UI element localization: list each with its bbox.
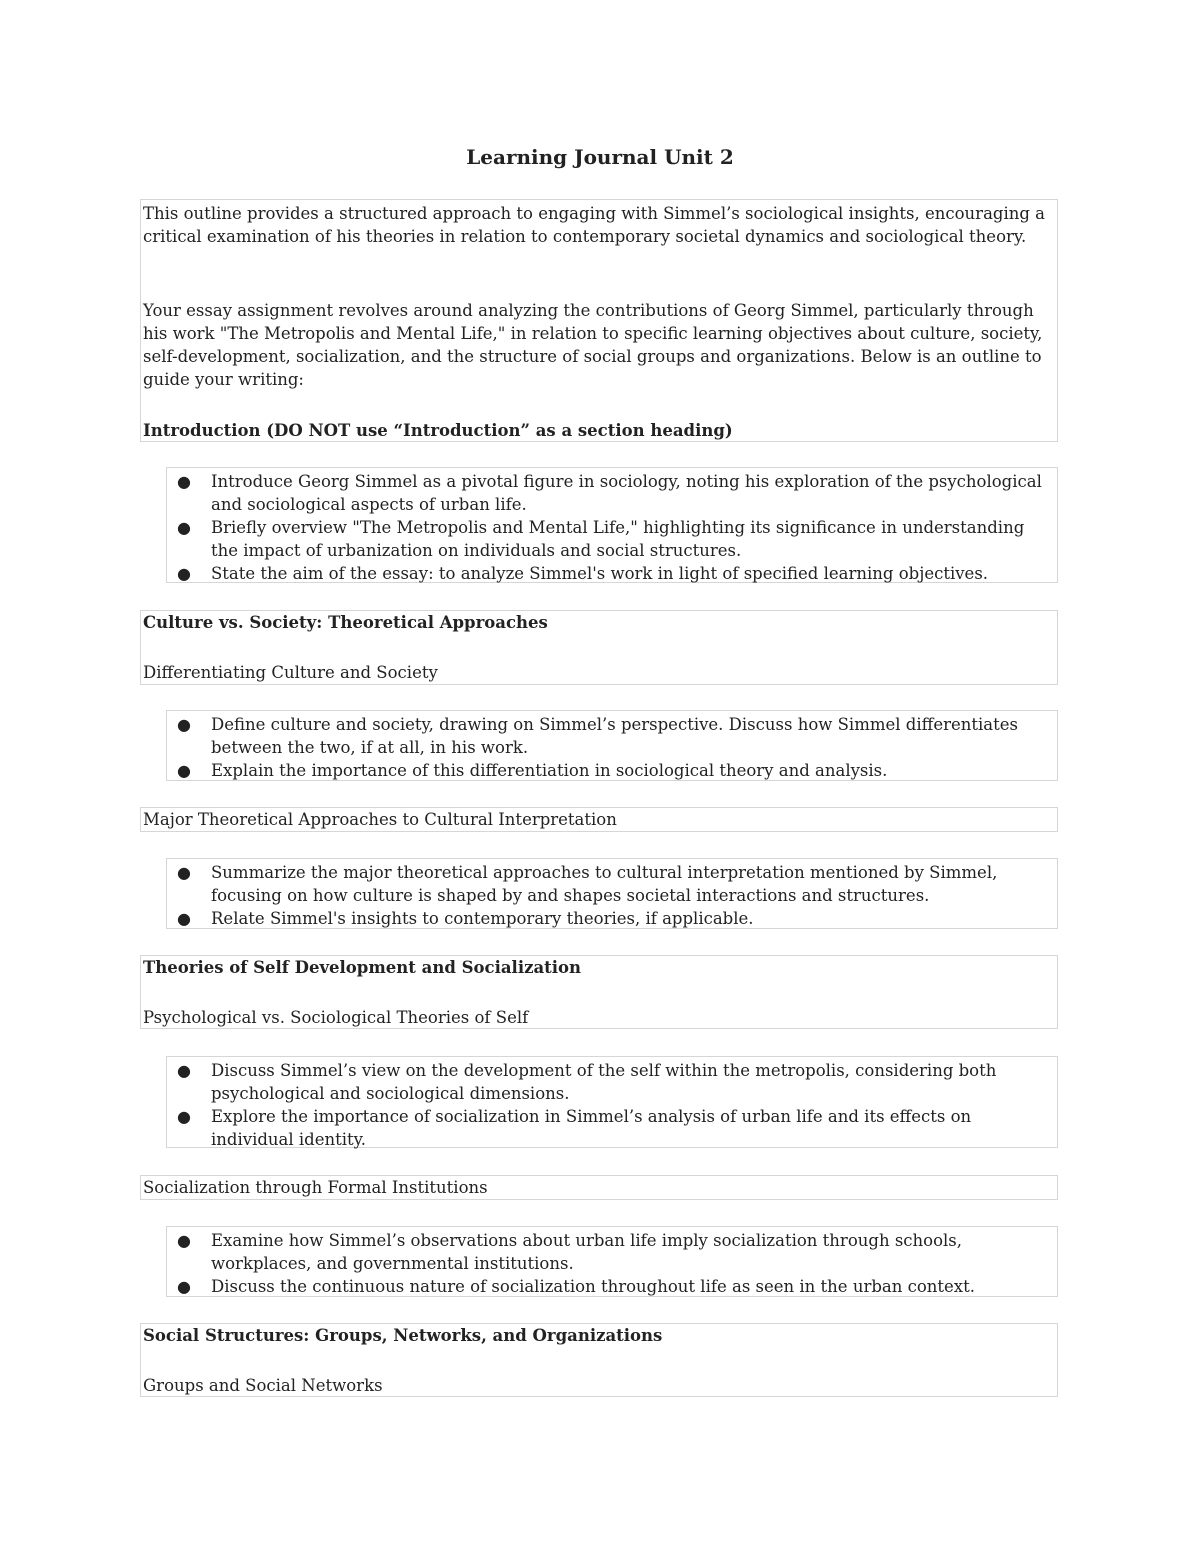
list-item: ● Briefly overview "The Metropolis and Mental Life," highlighting its significance in understanding the impact of urbanization on individuals and social structures.	[177, 518, 1025, 560]
structures-section-heading: Social Structures: Groups, Networks, and Organizations	[143, 1326, 663, 1345]
intro-paragraph-2: Your essay assignment revolves around analyzing the contributions of Georg Simmel, particularly through his work "The Metropolis and Mental Life," in relation to specific learning objectives about culture, society, self-development, socialization, and the structure of social groups and organizations. Below is an outline to guide your writing:	[143, 301, 1043, 389]
bullet-icon: ●	[177, 1277, 191, 1296]
list-item: ● Relate Simmel's insights to contemporary theories, if applicable.	[177, 909, 754, 928]
list-item: ● State the aim of the essay: to analyze Simmel's work in light of specified learning objectives.	[177, 564, 989, 583]
self-bullets-box	[166, 1056, 1058, 1148]
intro-paragraph-1: This outline provides a structured approach to engaging with Simmel’s sociological insights, encouraging a critical examination of his theories in relation to contemporary societal dynamics and sociological theory.	[143, 204, 1046, 246]
structures-section-box	[140, 1323, 1058, 1397]
culture-bullets-box	[166, 710, 1058, 781]
list-item: ● Summarize the major theoretical approaches to cultural interpretation mentioned by Simmel, focusing on how culture is shaped by and shapes societal interactions and structures.	[177, 863, 998, 905]
theoretical-subheading: Major Theoretical Approaches to Cultural Interpretation	[143, 810, 617, 829]
self-bullet-list	[167, 1059, 1057, 1151]
intro-bullets-box	[166, 467, 1058, 583]
bullet-icon: ●	[177, 1231, 191, 1250]
document-title: Learning Journal Unit 2	[466, 145, 734, 169]
intro-section-heading: Introduction (DO NOT use “Introduction” as a section heading)	[143, 421, 733, 440]
bullet-icon: ●	[177, 472, 191, 491]
formal-subheading: Socialization through Formal Institutions	[143, 1178, 488, 1197]
theoretical-subheading-box	[140, 807, 1058, 832]
culture-section-heading: Culture vs. Society: Theoretical Approaches	[143, 613, 548, 632]
bullet-icon: ●	[177, 1061, 191, 1080]
list-item: ● Introduce Georg Simmel as a pivotal figure in sociology, noting his exploration of the psychological and sociological aspects of urban life.	[177, 472, 1042, 514]
self-section-heading: Theories of Self Development and Socialization	[143, 958, 582, 977]
theoretical-bullet-list	[167, 861, 1057, 930]
formal-bullets-box	[166, 1226, 1058, 1297]
list-item: ● Examine how Simmel’s observations about urban life imply socialization through schools, workplaces, and governmental institutions.	[177, 1231, 963, 1273]
self-subheading: Psychological vs. Sociological Theories of Self	[143, 1008, 529, 1027]
bullet-icon: ●	[177, 518, 191, 537]
theoretical-bullets-box	[166, 858, 1058, 929]
list-item: ● Explore the importance of socialization in Simmel’s analysis of urban life and its effects on individual identity.	[177, 1107, 972, 1149]
bullet-icon: ●	[177, 564, 191, 583]
list-item: ● Discuss the continuous nature of socialization throughout life as seen in the urban context.	[177, 1277, 975, 1296]
bullet-icon: ●	[177, 909, 191, 928]
culture-bullet-list	[167, 713, 1057, 782]
culture-subheading: Differentiating Culture and Society	[143, 663, 438, 682]
bullet-icon: ●	[177, 715, 191, 734]
list-item: ● Discuss Simmel’s view on the development of the self within the metropolis, considering both psychological and sociological dimensions.	[177, 1061, 997, 1103]
bullet-icon: ●	[177, 863, 191, 882]
bullet-icon: ●	[177, 761, 191, 780]
list-item: ● Define culture and society, drawing on Simmel’s perspective. Discuss how Simmel differentiates between the two, if at all, in his work.	[177, 715, 1018, 757]
structures-subheading: Groups and Social Networks	[143, 1376, 383, 1395]
formal-subheading-box	[140, 1175, 1058, 1200]
formal-bullet-list	[167, 1229, 1057, 1298]
self-section-box	[140, 955, 1058, 1029]
list-item: ● Explain the importance of this differentiation in sociological theory and analysis.	[177, 761, 888, 780]
intro-bullet-list	[167, 470, 1057, 585]
culture-section-box	[140, 610, 1058, 685]
intro-box	[140, 199, 1058, 442]
bullet-icon: ●	[177, 1107, 191, 1126]
